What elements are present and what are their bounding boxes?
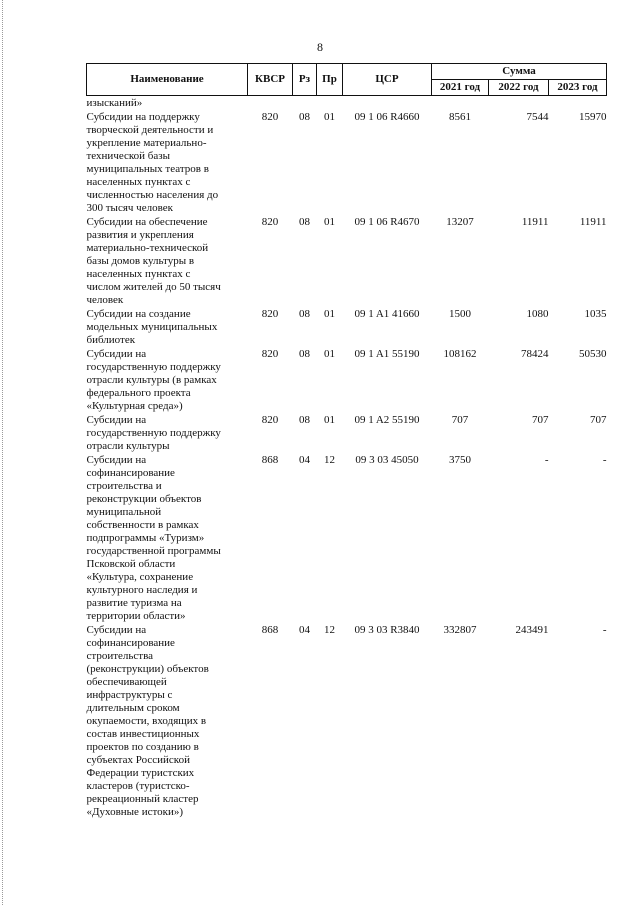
cell-y2022: 11911 [521, 216, 549, 228]
cell-kvsr: 820 [261, 308, 279, 320]
row-name-line: Субсидии на [86, 348, 147, 360]
cell-y2021: 108162 [443, 348, 477, 360]
row-name-cell [87, 110, 248, 215]
header-csr: ЦСР [343, 64, 432, 96]
cell-y2023: - [602, 454, 607, 466]
row-name-cell [87, 307, 248, 347]
row-name-line: Субсидии на [86, 414, 147, 426]
cell-pr: 01 [324, 348, 335, 360]
row-name-line: отрасли культуры (в рамках [86, 374, 217, 386]
cell-y2023: 15970 [579, 111, 607, 123]
row-name-line: Субсидии на обеспечение [86, 216, 208, 228]
row-name-line: федерального проекта [86, 387, 191, 399]
cell-kvsr: 868 [261, 624, 279, 636]
row-name-cell [87, 453, 248, 623]
cell-y2021: 332807 [443, 624, 477, 636]
row-name-line: Псковской области [86, 558, 176, 570]
row-name-cell [87, 96, 248, 111]
cell-y2021: 707 [451, 414, 469, 426]
row-name-line: инфраструктуры с [86, 689, 173, 701]
header-pr: Пр [317, 64, 343, 96]
row-name-line: «Духовные истоки») [86, 806, 184, 818]
row-name-line: Федерации туристских [86, 767, 195, 779]
row-name-line: материально-технической [86, 242, 209, 254]
cell-kvsr: 820 [261, 348, 279, 360]
row-name-line: Субсидии на поддержку [86, 111, 200, 123]
row-name-line: (реконструкции) объектов [86, 663, 209, 675]
row-name-line: муниципальных театров в [86, 163, 209, 175]
row-name-line: подпрограммы «Туризм» [86, 532, 205, 544]
cell-rz: 08 [299, 216, 310, 228]
cell-csr: 09 1 06 R4660 [354, 111, 420, 123]
row-name-line: собственности в рамках [86, 519, 199, 531]
row-name-cell [87, 413, 248, 453]
row-name-line: изысканий» [86, 97, 143, 109]
cell-pr: 01 [324, 216, 335, 228]
cell-y2023: - [602, 624, 607, 636]
cell-rz: 08 [299, 348, 310, 360]
scan-left-edge [2, 0, 4, 905]
row-name-line: строительства и [86, 480, 162, 492]
cell-rz: 04 [299, 624, 310, 636]
cell-csr [343, 96, 432, 111]
header-year-2022: 2022 год [489, 80, 549, 96]
cell-csr: 09 1 A2 55190 [354, 414, 420, 426]
row-name-line: обеспечивающей [86, 676, 167, 688]
cell-y2022: 78424 [521, 348, 549, 360]
cell-kvsr: 868 [261, 454, 279, 466]
row-name-line: строительства [86, 650, 154, 662]
row-name-line: Субсидии на [86, 624, 147, 636]
cell-rz: 08 [299, 111, 310, 123]
row-name-cell [87, 347, 248, 413]
cell-y2023: 50530 [579, 348, 607, 360]
header-sum: Сумма [432, 64, 607, 80]
budget-table [86, 63, 607, 819]
table-body [87, 96, 607, 820]
cell-pr: 12 [324, 624, 335, 636]
cell-pr: 01 [324, 111, 335, 123]
row-name-line: проектов по созданию в [86, 741, 199, 753]
header-kvsr: КВСР [248, 64, 293, 96]
table-row [87, 347, 607, 413]
cell-y2021: 1500 [449, 308, 471, 320]
page-number: 8 [317, 40, 323, 54]
cell-y2023: 707 [590, 414, 607, 426]
cell-y2021: 3750 [449, 454, 471, 466]
row-name-line: кластеров (туристско- [86, 780, 190, 792]
header-year-2023: 2023 год [549, 80, 607, 96]
cell-y2021: 8561 [449, 111, 471, 123]
row-name-line: территории области» [86, 610, 186, 622]
row-name-line: софинансирование [86, 637, 175, 649]
row-name-line: состав инвестиционных [86, 728, 200, 740]
row-name-line: рекреационный кластер [86, 793, 199, 805]
row-name-line: «Культура, сохранение [86, 571, 194, 583]
row-name-line: творческой деятельности и [86, 124, 214, 136]
table-row [87, 307, 607, 347]
cell-rz [293, 96, 317, 111]
table-row [87, 96, 607, 111]
cell-csr: 09 1 A1 41660 [354, 308, 420, 320]
cell-kvsr [248, 96, 293, 111]
cell-pr: 01 [324, 308, 335, 320]
row-name-line: человек [86, 294, 124, 306]
row-name-line: Субсидии на создание [86, 308, 191, 320]
row-name-line: Субсидии на [86, 454, 147, 466]
cell-csr: 09 3 03 45050 [355, 454, 419, 466]
row-name-line: укрепление материально- [86, 137, 207, 149]
table-row [87, 215, 607, 307]
row-name-line: базы домов культуры в [86, 255, 195, 267]
cell-csr: 09 1 A1 55190 [354, 348, 420, 360]
row-name-line: отрасли культуры [86, 440, 170, 452]
cell-y2022: 1080 [526, 308, 549, 320]
cell-kvsr: 820 [261, 414, 279, 426]
row-name-line: числом жителей до 50 тысяч [86, 281, 221, 293]
header-name: Наименование [87, 64, 248, 96]
cell-y2023: 11911 [579, 216, 607, 228]
row-name-line: государственную поддержку [86, 361, 221, 373]
row-name-cell [87, 623, 248, 819]
cell-y2022: 7544 [526, 111, 549, 123]
cell-y2023 [549, 96, 607, 111]
cell-y2022 [489, 96, 549, 111]
table-row [87, 623, 607, 819]
cell-y2023: 1035 [584, 308, 607, 320]
row-name-line: технической базы [86, 150, 171, 162]
row-name-line: муниципальной [86, 506, 162, 518]
row-name-line: населенных пунктах с [86, 268, 191, 280]
cell-y2022: 243491 [515, 624, 549, 636]
cell-kvsr: 820 [261, 216, 279, 228]
row-name-line: развитие туризма на [86, 597, 182, 609]
cell-y2021: 13207 [446, 216, 474, 228]
table-row [87, 413, 607, 453]
row-name-cell [87, 215, 248, 307]
row-name-line: субъектах Российской [86, 754, 190, 766]
cell-pr [317, 96, 343, 111]
row-name-line: населенных пунктах с [86, 176, 191, 188]
row-name-line: длительным сроком [86, 702, 180, 714]
cell-kvsr: 820 [261, 111, 279, 123]
table-row [87, 110, 607, 215]
row-name-line: государственную поддержку [86, 427, 221, 439]
cell-y2022: 707 [532, 414, 549, 426]
row-name-line: модельных муниципальных [86, 321, 218, 333]
cell-rz: 04 [299, 454, 310, 466]
row-name-line: развития и укрепления [86, 229, 194, 241]
cell-y2022: - [544, 454, 549, 466]
cell-y2021 [432, 96, 489, 111]
row-name-line: 300 тысяч человек [86, 202, 173, 214]
cell-csr: 09 1 06 R4670 [354, 216, 420, 228]
header-year-2021: 2021 год [432, 80, 489, 96]
row-name-line: государственной программы [86, 545, 221, 557]
row-name-line: численностью населения до [86, 189, 219, 201]
cell-pr: 01 [324, 414, 335, 426]
cell-rz: 08 [299, 308, 310, 320]
cell-csr: 09 3 03 R3840 [354, 624, 420, 636]
row-name-line: окупаемости, входящих в [86, 715, 207, 727]
cell-pr: 12 [324, 454, 335, 466]
cell-rz: 08 [299, 414, 310, 426]
row-name-line: софинансирование [86, 467, 175, 479]
table-row [87, 453, 607, 623]
row-name-line: библиотек [86, 334, 136, 346]
row-name-line: культурного наследия и [86, 584, 198, 596]
header-rz: Рз [293, 64, 317, 96]
row-name-line: «Культурная среда») [86, 400, 183, 412]
row-name-line: реконструкции объектов [86, 493, 202, 505]
